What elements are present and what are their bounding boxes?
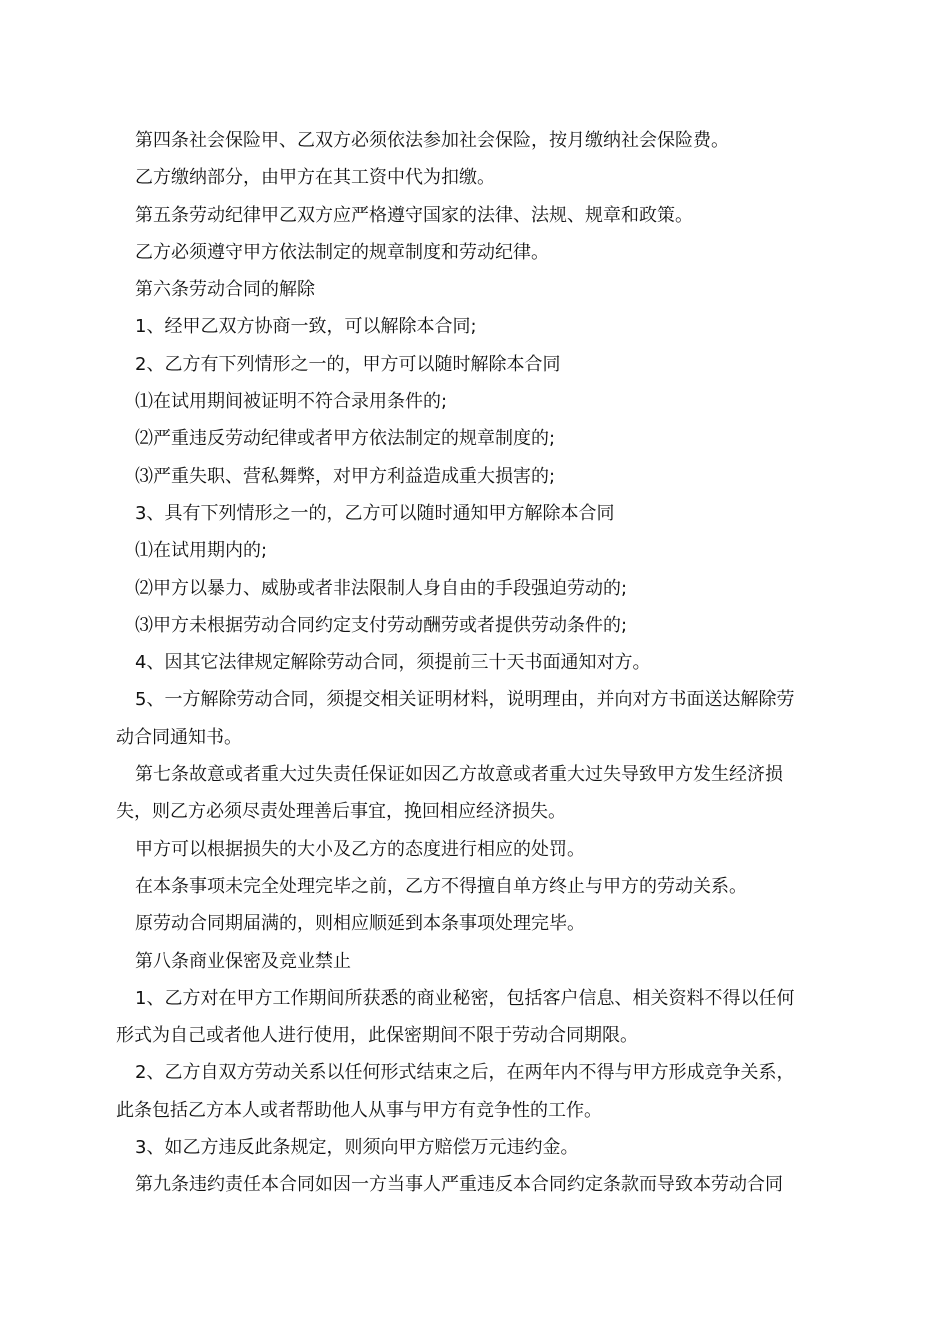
text-line: 此条包括乙方本人或者帮助他人从事与甲方有竞争性的工作。	[116, 1099, 602, 1121]
text-line: ⑶严重失职、营私舞弊，对甲方利益造成重大损害的;	[135, 465, 556, 487]
text-line: 形式为自己或者他人进行使用，此保密期间不限于劳动合同期限。	[116, 1025, 638, 1047]
text-line: ⑶甲方未根据劳动合同约定支付劳动酬劳或者提供劳动条件的;	[135, 614, 628, 636]
text-line: ⑴在试用期内的;	[135, 540, 268, 562]
text-line: 第八条商业保密及竞业禁止	[135, 950, 351, 972]
text-line: 第六条劳动合同的解除	[135, 279, 315, 301]
text-line: ⑵甲方以暴力、威胁或者非法限制人身自由的手段强迫劳动的;	[135, 577, 628, 599]
text-line: 第五条劳动纪律甲乙双方应严格遵守国家的法律、法规、规章和政策。	[135, 204, 693, 226]
text-line: 2、乙方有下列情形之一的，甲方可以随时解除本合同	[135, 353, 561, 375]
text-line: 乙方必须遵守甲方依法制定的规章制度和劳动纪律。	[135, 241, 549, 263]
text-line: ⑵严重违反劳动纪律或者甲方依法制定的规章制度的;	[135, 428, 556, 450]
text-line: 3、如乙方违反此条规定，则须向甲方赔偿万元违约金。	[135, 1137, 579, 1159]
text-line: 1、乙方对在甲方工作期间所获悉的商业秘密，包括客户信息、相关资料不得以任何	[135, 987, 795, 1009]
text-line: ⑴在试用期间被证明不符合录用条件的;	[135, 391, 448, 413]
text-line: 动合同通知书。	[116, 726, 242, 748]
text-line: 5、一方解除劳动合同，须提交相关证明材料，说明理由，并向对方书面送达解除劳	[135, 689, 795, 711]
text-line: 4、因其它法律规定解除劳动合同，须提前三十天书面通知对方。	[135, 652, 651, 674]
text-line: 甲方可以根据损失的大小及乙方的态度进行相应的处罚。	[135, 838, 585, 860]
text-line: 3、具有下列情形之一的，乙方可以随时通知甲方解除本合同	[135, 502, 615, 524]
text-line: 第四条社会保险甲、乙双方必须依法参加社会保险，按月缴纳社会保险费。	[135, 130, 729, 151]
text-line: 在本条事项未完全处理完毕之前，乙方不得擅自单方终止与甲方的劳动关系。	[135, 875, 747, 897]
text-line: 原劳动合同期届满的，则相应顺延到本条事项处理完毕。	[135, 913, 585, 935]
text-line: 第七条故意或者重大过失责任保证如因乙方故意或者重大过失导致甲方发生经济损	[135, 764, 783, 786]
document-body	[116, 122, 834, 1204]
text-line: 2、乙方自双方劳动关系以任何形式结束之后，在两年内不得与甲方形成竞争关系，	[135, 1062, 795, 1084]
text-line: 1、经甲乙双方协商一致，可以解除本合同;	[135, 316, 477, 338]
text-line: 第九条违约责任本合同如因一方当事人严重违反本合同约定条款而导致本劳动合同	[135, 1174, 783, 1196]
text-line: 乙方缴纳部分，由甲方在其工资中代为扣缴。	[135, 167, 495, 189]
text-line: 失，则乙方必须尽责处理善后事宜，挽回相应经济损失。	[116, 801, 566, 823]
